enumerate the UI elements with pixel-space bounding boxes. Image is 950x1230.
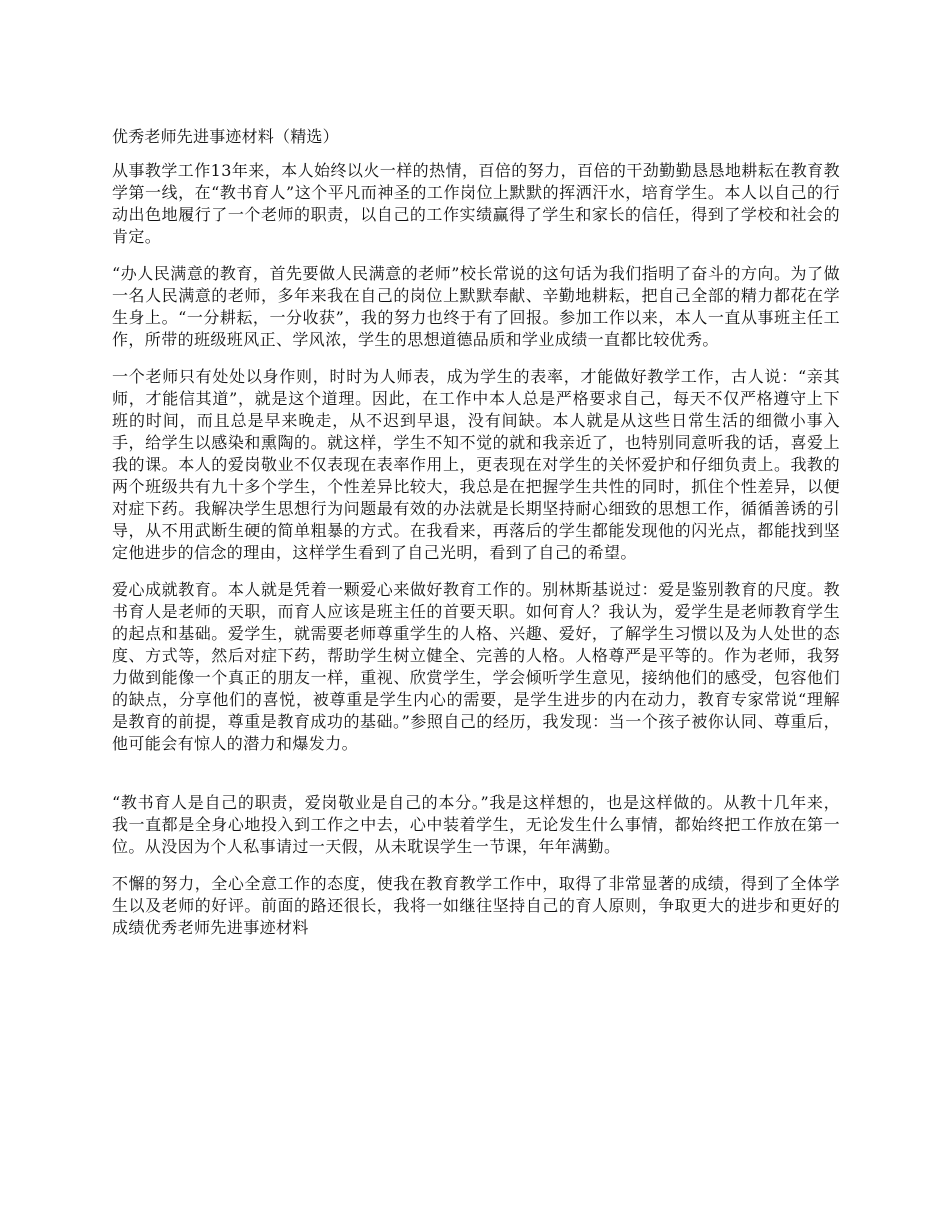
paragraph-2: “办人民满意的教育，首先要做人民满意的老师”校长常说的这句话为我们指明了奋斗的方向。为了做一名人民满意的老师，多年来我在自己的岗位上默默奉献、辛勤地耕耘，把自己全部的精力都花在学生身上。“一分耕耘，一分收获”，我的努力也终于有了回报。参加工作以来，本人一直从事班主任工作，所带的班级班风正、学风浓，学生的思想道德品质和学业成绩一直都比较优秀。 — [112, 264, 840, 349]
paragraph-3: 一个老师只有处处以身作则，时时为人师表，成为学生的表率，才能做好教学工作，古人说：“亲其师，才能信其道”，就是这个道理。因此，在工作中本人总是严格要求自己，每天不仅严格遵守上下班的时间，而且总是早来晚走，从不迟到早退，没有间缺。本人就是从这些日常生活的细微小事入手，给学生以感染和熏陶的。就这样，学生不知不觉的就和我亲近了，也特别同意听我的话，喜爱上我的课。本人的爱岗敬业不仅表现在表率作用上，更表现在对学生的关怀爱护和仔细负责上。我教的两个班级共有九十多个学生，个性差异比较大，我总是在把握学生共性的同时，抓住个性差异，以便对症下药。我解决学生思想行为问题最有效的办法就是长期坚持耐心细致的思想工作，循循善诱的引导，从不用武断生硬的简单粗暴的方式。在我看来，再落后的学生都能发现他的闪光点，都能找到坚定他进步的信念的理由，这样学生看到了自己光明，看到了自己的希望。 — [112, 367, 840, 562]
paragraph-1: 从事教学工作13年来，本人始终以火一样的热情，百倍的努力，百倍的干劲勤勤恳恳地耕耘在教育教学第一线，在“教书育人”这个平凡而神圣的工作岗位上默默的挥洒汗水，培育学生。本人以自己的行动出色地履行了一个老师的职责，以自己的工作实绩赢得了学生和家长的信任，得到了学校和社会的肯定。 — [112, 161, 840, 246]
document-title: 优秀老师先进事迹材料（精选） — [112, 127, 339, 146]
paragraph-5: “教书育人是自己的职责，爱岗敬业是自己的本分。”我是这样想的，也是这样做的。从教十几年来，我一直都是全身心地投入到工作之中去，心中装着学生，无论发生什么事情，都始终把工作放在第一位。从没因为个人私事请过一天假，从未耽误学生一节课，年年满勤。 — [112, 793, 840, 856]
paragraph-gap — [112, 770, 840, 792]
paragraph-6: 不懈的努力，全心全意工作的态度，使我在教育教学工作中，取得了非常显著的成绩，得到了全体学生以及老师的好评。前面的路还很长，我将一如继往坚持自己的育人原则，争取更大的进步和更好的成绩优秀老师先进事迹材料 — [112, 874, 840, 937]
paragraph-4: 爱心成就教育。本人就是凭着一颗爱心来做好教育工作的。别林斯基说过：爱是鉴别教育的尺度。教书育人是老师的天职，而育人应该是班主任的首要天职。如何育人？我认为，爱学生是老师教育学生的起点和基础。爱学生，就需要老师尊重学生的人格、兴趣、爱好，了解学生习惯以及为人处世的态度、方式等，然后对症下药，帮助学生树立健全、完善的人格。人格尊严是平等的。作为老师，我努力做到能像一个真正的朋友一样，重视、欣赏学生，学会倾听学生意见，接纳他们的感受，包容他们的缺点，分享他们的喜悦，被尊重是学生内心的需要，是学生进步的内在动力，教育专家常说“理解是教育的前提，尊重是教育成功的基础。”参照自己的经历，我发现：当一个孩子被你认同、尊重后，他可能会有惊人的潜力和爆发力。 — [112, 580, 840, 753]
document-body — [112, 126, 840, 954]
